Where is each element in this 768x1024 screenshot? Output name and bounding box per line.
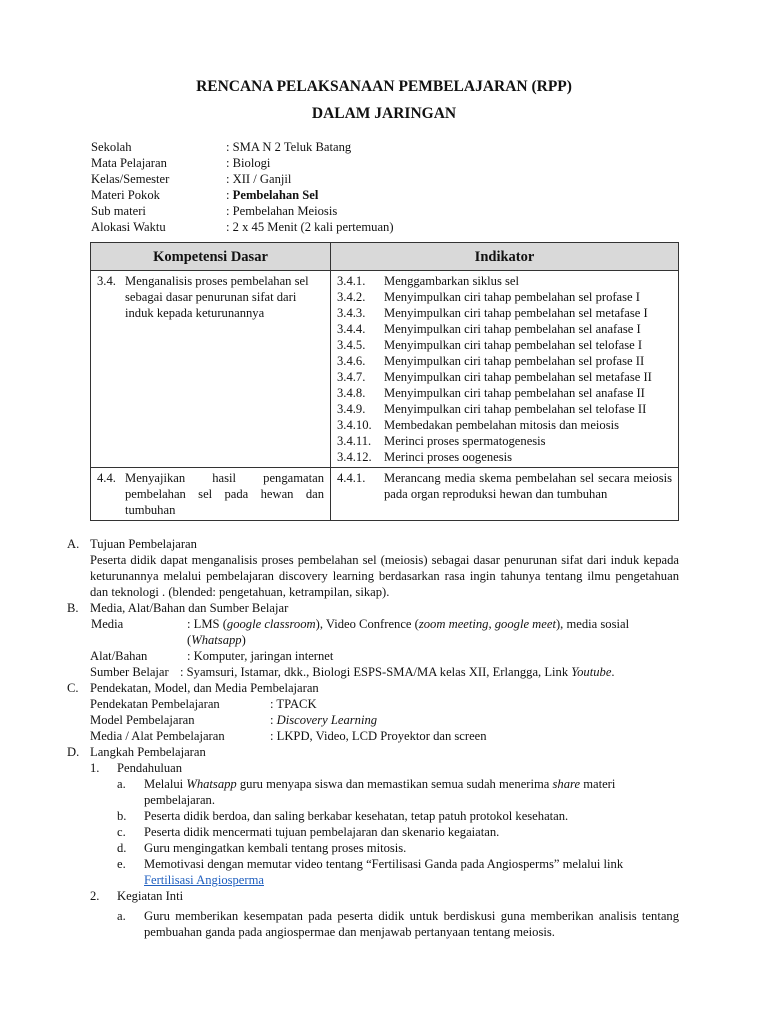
section-c xyxy=(67,680,679,744)
list-item xyxy=(117,824,679,840)
list-text: Guru memberikan kesempatan pada peserta didik untuk berdiskusi guna memberikan analisis tentang pembuahan ganda pada angiospermae dan menjawab pertanyaan tentang meiosis. xyxy=(144,909,679,939)
text-run: ) xyxy=(241,633,246,647)
indicator-number: 3.4.8. xyxy=(337,386,366,400)
info-label: Mata Pelajaran xyxy=(91,156,167,170)
media-alat-row xyxy=(90,728,679,744)
section-letter: A. xyxy=(67,537,80,551)
italic-run: Youtube xyxy=(571,665,612,679)
text-run: : xyxy=(270,713,277,727)
step-pendahuluan xyxy=(90,760,679,888)
indicator-item xyxy=(337,305,672,321)
model-label: Model Pembelajaran xyxy=(90,713,195,727)
section-title: Media, Alat/Bahan dan Sumber Belajar xyxy=(90,601,289,615)
info-value: : 2 x 45 Menit (2 kali pertemuan) xyxy=(226,220,394,234)
section-title: Pendekatan, Model, dan Media Pembelajaran xyxy=(90,681,319,695)
italic-run: Whatsapp xyxy=(186,777,237,791)
sumber-label: Sumber Belajar xyxy=(90,665,169,679)
step-title: Pendahuluan xyxy=(117,761,183,775)
section-paragraph: Peserta didik dapat menganalisis proses pembelahan sel (meiosis) sebagai dasar penurunan sifat dari induk kepada keturunannya melalui pembelajaran discovery learning berdasarkan rasa ingin tahunya tentang ilmu pengetahuan dan teknologi . (blended: pengetahuan, ketrampilan, sikap). xyxy=(90,553,679,599)
section-title: Langkah Pembelajaran xyxy=(90,745,206,759)
list-text: Memotivasi dengan memutar video tentang “Fertilisasi Ganda pada Angiosperms” melalui link xyxy=(144,857,624,871)
alat-value: : Komputer, jaringan internet xyxy=(187,649,334,663)
section-a xyxy=(67,536,679,600)
info-row-sekolah xyxy=(91,139,691,155)
indicator-item xyxy=(337,289,672,305)
kd-text: Menyajikan hasil pengamatan pembelahan sel pada hewan dan tumbuhan xyxy=(125,471,324,517)
header-kompetensi-dasar: Kompetensi Dasar xyxy=(91,243,331,271)
table-header-row xyxy=(91,243,679,271)
indicator-number: 3.4.7. xyxy=(337,370,366,384)
indicator-item xyxy=(337,401,672,417)
info-row-materi xyxy=(91,187,691,203)
pendekatan-value: : TPACK xyxy=(270,697,317,711)
indicator-text: Merinci proses oogenesis xyxy=(384,450,513,464)
pendekatan-row xyxy=(90,696,679,712)
indicator-cell xyxy=(331,271,679,468)
section-letter: D. xyxy=(67,745,80,759)
section-letter: C. xyxy=(67,681,79,695)
list-text: Peserta didik mencermati tujuan pembelajaran dan skenario kegaiatan. xyxy=(144,825,500,839)
indicator-text: Menyimpulkan ciri tahap pembelahan sel metafase II xyxy=(384,370,652,384)
kd-number: 4.4. xyxy=(97,471,116,485)
info-value-prefix: : xyxy=(226,188,233,202)
indicator-text: Merinci proses spermatogenesis xyxy=(384,434,546,448)
kd-cell xyxy=(91,468,331,521)
media-row xyxy=(90,616,679,648)
indicator-text: Merancang media skema pembelahan sel secara meiosis pada organ reproduksi hewan dan tumbuhan xyxy=(384,471,672,501)
italic-run: Discovery Learning xyxy=(276,713,378,727)
media-value-cont xyxy=(187,632,246,648)
list-letter: a. xyxy=(117,777,126,791)
text-run: guru menyapa siswa dan memastikan semua sudah menerima xyxy=(236,777,553,791)
indicator-item xyxy=(337,337,672,353)
kd-cell xyxy=(91,271,331,468)
list-letter: d. xyxy=(117,841,127,855)
indicator-text: Menyimpulkan ciri tahap pembelahan sel metafase I xyxy=(384,306,648,320)
header-indikator: Indikator xyxy=(331,243,679,271)
indicator-number: 3.4.1. xyxy=(337,274,366,288)
indicator-number: 3.4.6. xyxy=(337,354,366,368)
info-row-alokasi xyxy=(91,219,691,235)
sumber-row xyxy=(90,664,679,680)
section-b xyxy=(67,600,679,680)
identity-block xyxy=(91,139,691,235)
section-title: Tujuan Pembelajaran xyxy=(90,537,197,551)
text-run: . xyxy=(611,665,615,679)
list-letter: e. xyxy=(117,857,126,871)
text-run: ( xyxy=(187,633,192,647)
italic-run: share xyxy=(552,777,581,791)
info-label: Sekolah xyxy=(91,140,132,154)
indicator-item xyxy=(337,449,672,465)
list-item xyxy=(117,808,679,824)
indicator-text: Menyimpulkan ciri tahap pembelahan sel telofase I xyxy=(384,338,643,352)
info-row-kelas xyxy=(91,171,691,187)
info-label: Materi Pokok xyxy=(91,188,160,202)
sumber-value xyxy=(180,664,615,680)
list-text: Guru mengingatkan kembali tentang proses mitosis. xyxy=(144,841,407,855)
indicator-number: 3.4.11. xyxy=(337,434,372,448)
indicator-item xyxy=(337,470,672,502)
info-value: : Biologi xyxy=(226,156,271,170)
indicator-item xyxy=(337,385,672,401)
info-value xyxy=(226,187,318,203)
indicator-text: Membedakan pembelahan mitosis dan meiosis xyxy=(384,418,620,432)
document-body xyxy=(67,536,679,940)
info-label: Kelas/Semester xyxy=(91,172,170,186)
list-letter: c. xyxy=(117,825,126,839)
indicator-number: 3.4.4. xyxy=(337,322,366,336)
indicator-item xyxy=(337,417,672,433)
indicator-text: Menyimpulkan ciri tahap pembelahan sel anafase I xyxy=(384,322,641,336)
text-run: : LMS ( xyxy=(187,617,227,631)
indicator-text: Menyimpulkan ciri tahap pembelahan sel profase II xyxy=(384,354,645,368)
alat-row xyxy=(90,648,679,664)
text-run: ), media sosial xyxy=(555,617,630,631)
indicator-number: 3.4.3. xyxy=(337,306,366,320)
indicator-text: Menyimpulkan ciri tahap pembelahan sel telofase II xyxy=(384,402,647,416)
indicator-item xyxy=(337,353,672,369)
indicator-text: Menggambarkan siklus sel xyxy=(384,274,520,288)
table-row xyxy=(91,468,679,521)
kd-item xyxy=(97,273,324,321)
italic-run: zoom meeting, google meet xyxy=(418,617,556,631)
step-number: 2. xyxy=(90,889,100,903)
indicator-item xyxy=(337,369,672,385)
media-value xyxy=(187,616,629,632)
kd-text: Menganalisis proses pembelahan sel sebagai dasar penurunan sifat dari induk kepada keturunannya xyxy=(125,274,309,320)
text-run: ), Video Confrence ( xyxy=(315,617,419,631)
info-label: Alokasi Waktu xyxy=(91,220,166,234)
model-row xyxy=(90,712,679,728)
fertilisasi-link[interactable]: Fertilisasi Angiosperma xyxy=(144,873,264,887)
table-row xyxy=(91,271,679,468)
list-text: Peserta didik berdoa, dan saling berkabar kesehatan, tetap patuh protokol kesehatan. xyxy=(144,809,569,823)
indicator-number: 4.4.1. xyxy=(337,471,366,485)
step-number: 1. xyxy=(90,761,100,775)
indicator-text: Menyimpulkan ciri tahap pembelahan sel anafase II xyxy=(384,386,645,400)
step-title: Kegiatan Inti xyxy=(117,889,184,903)
list-letter: b. xyxy=(117,809,127,823)
media-alat-label: Media / Alat Pembelajaran xyxy=(90,729,225,743)
italic-run: google classroom xyxy=(226,617,316,631)
model-value xyxy=(270,712,377,728)
indicator-number: 3.4.10. xyxy=(337,418,372,432)
media-label: Media xyxy=(91,617,124,631)
pendekatan-label: Pendekatan Pembelajaran xyxy=(90,697,220,711)
document-title: RENCANA PELAKSANAAN PEMBELAJARAN (RPP) xyxy=(196,78,572,95)
kd-item xyxy=(97,470,324,518)
section-letter: B. xyxy=(67,601,79,615)
indicator-item xyxy=(337,433,672,449)
indicator-item xyxy=(337,321,672,337)
info-value: : XII / Ganjil xyxy=(226,172,292,186)
info-value: : SMA N 2 Teluk Batang xyxy=(226,140,352,154)
indicator-number: 3.4.12. xyxy=(337,450,372,464)
alat-label: Alat/Bahan xyxy=(90,649,148,663)
text-run: Melalui xyxy=(144,777,187,791)
media-alat-value: : LKPD, Video, LCD Proyektor dan screen xyxy=(270,729,487,743)
indicator-number: 3.4.5. xyxy=(337,338,366,352)
indicator-cell xyxy=(331,468,679,521)
text-run: materi pembelajaran. xyxy=(144,777,616,807)
competency-table xyxy=(90,242,679,521)
list-item xyxy=(117,856,679,888)
text-run: : Syamsuri, Istamar, dkk., Biologi ESPS-SMA/MA kelas XII, Erlangga, Link xyxy=(180,665,572,679)
indicator-text: Menyimpulkan ciri tahap pembelahan sel profase I xyxy=(384,290,640,304)
section-d xyxy=(67,744,679,940)
document-subtitle: DALAM JARINGAN xyxy=(311,105,457,122)
indicator-item xyxy=(337,273,672,289)
info-value-bold: Pembelahan Sel xyxy=(232,188,319,202)
indicator-number: 3.4.2. xyxy=(337,290,366,304)
kd-number: 3.4. xyxy=(97,274,116,288)
indicator-number: 3.4.9. xyxy=(337,402,366,416)
list-letter: a. xyxy=(117,909,126,923)
italic-run: Whatsapp xyxy=(191,633,242,647)
step-kegiatan-inti xyxy=(90,888,679,940)
list-item xyxy=(117,776,679,808)
list-item xyxy=(117,840,679,856)
info-value: : Pembelahan Meiosis xyxy=(226,204,338,218)
info-row-submateri xyxy=(91,203,691,219)
info-row-mapel xyxy=(91,155,691,171)
info-label: Sub materi xyxy=(91,204,146,218)
list-item xyxy=(117,908,679,940)
